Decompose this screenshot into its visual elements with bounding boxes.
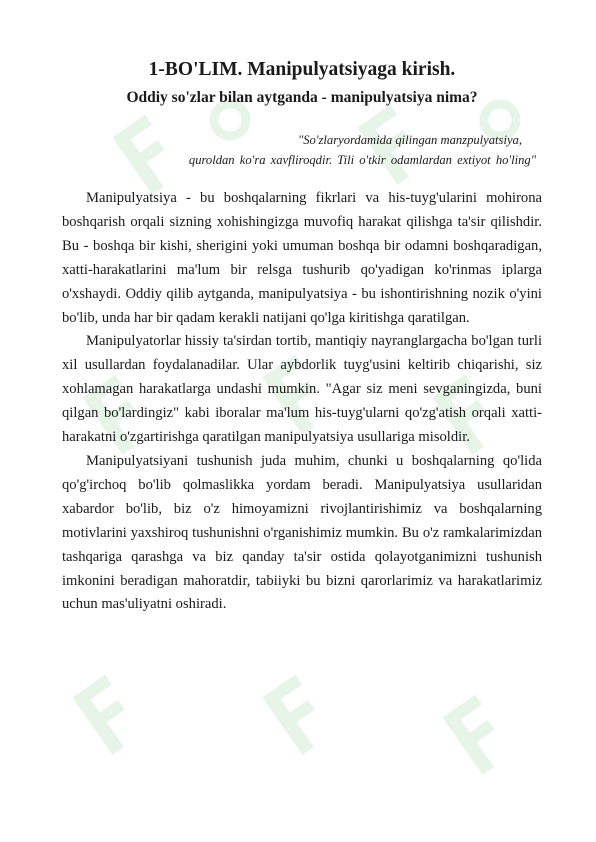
watermark-mark-10 — [442, 695, 515, 775]
page-title: 1-BO'LIM. Manipulyatsiyaga kirish. — [148, 59, 456, 80]
page-subtitle: Oddiy so'zlar bilan aytganda - manipulyatsiya nima? — [126, 89, 478, 106]
body-paragraph-3: Manipulyatsiyani tushunish juda muhim, chunki u boshqalarning qo'lida qo'g'irchoq bo'lib qolmaslikka yordam beradi. Manipulyatsiya usullaridan xabardor bo'lib, biz o'z himoyamizni rivojlantirishimiz va boshqalarning motivlarini yaxshiroq tushunishni o'rganishimiz mumkin. Bu o'z ramkalarimizdan tashqariga qarashga va biz qanday ta'sir ostida qolayotganimizni tushunish imkonini beradigan mahoratdir, tabiiyki bu bizni qarorlarimiz va harakatlarimiz uchun mas'uliyatni oshiradi. — [62, 452, 542, 613]
body-paragraph-2: Manipulyatorlar hissiy ta'sirdan tortib, mantiqiy nayranglargacha bo'lgan turli xil usullardan foydalanadilar. Ular aybdorlik tuyg'usini keltirib chiqarishi, siz xohlamagan harakatlarga undashi mumkin. "Agar siz meni sevganingizda, buni qilgan bo'lardingiz" kabi iboralar ma'lum his-tuyg'ularni qo'zg'atish orqali xatti-harakatni o'zgartirishga qaratilgan manipulyatsiya usullariga misoldir. — [62, 333, 542, 446]
epigraph-line-2: quroldan ko'ra xavfliroqdir. Tili o'tkir odamlardan extiyot ho'ling" — [188, 153, 536, 167]
document-body — [62, 58, 542, 617]
body-paragraph-1: Manipulyatsiya - bu boshqalarning fikrlari va his-tuyg'ularini mohirona boshqarish orqali sizning xohishingizga muvofiq harakat qilishga ta'sir qilishdir. Bu - boshqa bir kishi, sherigini yoki umuman boshqa bir odamni boshqaradigan, xatti-harakatlarini ma'lum bir relsga tushurib qo'yadigan ko'rinmas iplarga o'xshaydi. Oddiy qilib aytganda, manipulyatsiya - bu ishontirishning nozik o'yini bo'lib, unda har bir qadam kerakli natijani qo'lga kiritishga qaratilgan. — [62, 190, 542, 326]
epigraph-line-1: "So'zlaryordamida qilingan manzpulyatsiya, — [297, 133, 522, 147]
watermark-mark-9 — [262, 675, 335, 755]
epigraph-quote — [62, 130, 542, 170]
watermark-mark-8 — [72, 675, 145, 755]
